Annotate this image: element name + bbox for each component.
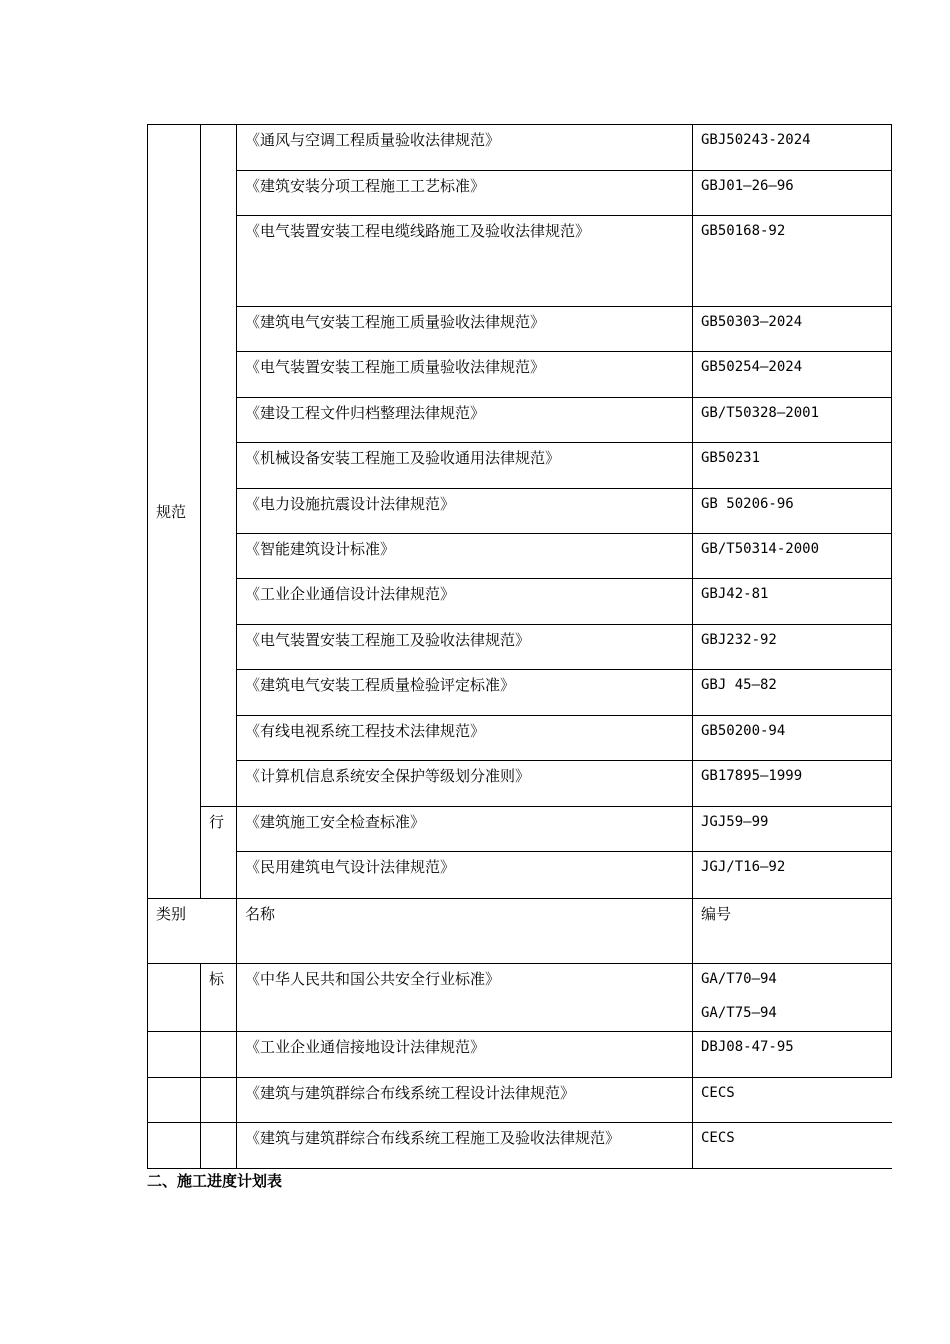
standard-code: JGJ/T16—92: [693, 852, 892, 899]
table-row: [148, 1123, 892, 1169]
standard-name: 《工业企业通信接地设计法律规范》: [237, 1032, 693, 1078]
table-row: [148, 307, 892, 352]
standard-name: 《建筑与建筑群综合布线系统工程施工及验收法律规范》: [237, 1123, 693, 1169]
table-row: [148, 852, 892, 899]
standard-name: 《建筑安装分项工程施工工艺标准》: [237, 171, 693, 216]
table-row: [148, 1032, 892, 1078]
category-cell: [148, 1123, 201, 1169]
group-label-cell: 规范: [148, 125, 201, 899]
table-row: [148, 807, 892, 852]
standard-code-cell: [693, 964, 892, 1032]
table-row: [148, 216, 892, 307]
standard-name: 《机械设备安装工程施工及验收通用法律规范》: [237, 443, 693, 489]
standard-name: 《电气装置安装工程电缆线路施工及验收法律规范》: [237, 216, 693, 307]
standard-name: 《建筑施工安全检查标准》: [237, 807, 693, 852]
category-cell: [148, 1078, 201, 1123]
standard-name: 《建筑电气安装工程施工质量验收法律规范》: [237, 307, 693, 352]
standard-code: GA/T70—94: [701, 971, 777, 987]
table-header-row: [148, 899, 892, 964]
category-cell: [148, 1032, 201, 1078]
table-row: [148, 761, 892, 807]
standard-code: GB50254—2024: [693, 352, 892, 398]
standard-name: 《民用建筑电气设计法律规范》: [237, 852, 693, 899]
standard-code: GBJ42-81: [693, 579, 892, 625]
standard-name: 《建设工程文件归档整理法律规范》: [237, 398, 693, 443]
table-row: [148, 171, 892, 216]
standard-code: GB50168-92: [693, 216, 892, 307]
standard-name: 《建筑与建筑群综合布线系统工程设计法律规范》: [237, 1078, 693, 1123]
table-row: [148, 964, 892, 1032]
header-category: 类别: [148, 899, 237, 964]
table-row: [148, 625, 892, 670]
table-row: [148, 534, 892, 579]
standard-code: GBJ 45—82: [693, 670, 892, 716]
standard-code: GA/T75—94: [701, 1005, 777, 1021]
sub-label-cell: [201, 125, 237, 807]
standard-code: GB50303—2024: [693, 307, 892, 352]
section-heading: 二、施工进度计划表: [147, 1172, 283, 1190]
standard-code: JGJ59—99: [693, 807, 892, 852]
standard-name: 《电气装置安装工程施工及验收法律规范》: [237, 625, 693, 670]
category-cell: [148, 964, 201, 1032]
table-row: [148, 125, 892, 171]
table-row: [148, 489, 892, 534]
standard-code: DBJ08-47-95: [693, 1032, 892, 1078]
sub-label-cell: [201, 1123, 237, 1169]
sub-label-cell: [201, 1078, 237, 1123]
standard-code: CECS: [693, 1078, 892, 1123]
standard-name: 《有线电视系统工程技术法律规范》: [237, 716, 693, 761]
standard-name: 《通风与空调工程质量验收法律规范》: [237, 125, 693, 171]
table-row: [148, 716, 892, 761]
standard-code: GBJ50243-2024: [693, 125, 892, 171]
standard-code: GB/T50314-2000: [693, 534, 892, 579]
standard-name: 《电力设施抗震设计法律规范》: [237, 489, 693, 534]
table-row: [148, 398, 892, 443]
standard-code: GBJ01—26—96: [693, 171, 892, 216]
sub-label-cell: 行: [201, 807, 237, 899]
standard-name: 《电气装置安装工程施工质量验收法律规范》: [237, 352, 693, 398]
standard-code: GB/T50328—2001: [693, 398, 892, 443]
standards-table: [147, 124, 892, 1169]
standard-code: GB50231: [693, 443, 892, 489]
table-row: [148, 443, 892, 489]
table-row: [148, 579, 892, 625]
table-row: [148, 352, 892, 398]
standard-name: 《建筑电气安装工程质量检验评定标准》: [237, 670, 693, 716]
header-name: 名称: [237, 899, 693, 964]
standard-name: 《工业企业通信设计法律规范》: [237, 579, 693, 625]
standard-name: 《智能建筑设计标准》: [237, 534, 693, 579]
table-row: [148, 1078, 892, 1123]
sub-label-cell: [201, 1032, 237, 1078]
standard-code: CECS: [693, 1123, 892, 1169]
standard-code: GBJ232-92: [693, 625, 892, 670]
header-code: 编号: [693, 899, 892, 964]
sub-label-cell: 标: [201, 964, 237, 1032]
standard-code: GB50200-94: [693, 716, 892, 761]
standard-name: 《计算机信息系统安全保护等级划分准则》: [237, 761, 693, 807]
standard-code: GB 50206-96: [693, 489, 892, 534]
standard-code: GB17895—1999: [693, 761, 892, 807]
standard-name: 《中华人民共和国公共安全行业标准》: [237, 964, 693, 1032]
table-row: [148, 670, 892, 716]
